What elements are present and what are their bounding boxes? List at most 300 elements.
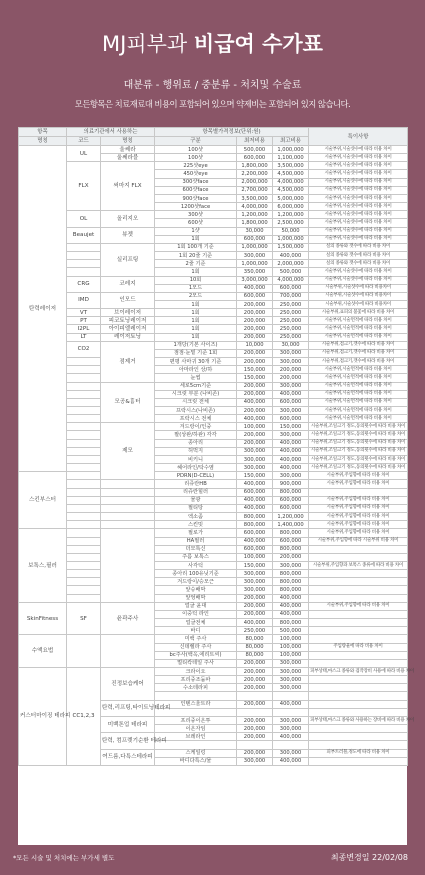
division-cell: 더모톡신 xyxy=(155,545,237,553)
division-cell: 900샷face xyxy=(155,194,237,202)
max-price-cell: 4,500,000 xyxy=(273,170,309,178)
procedure-cell: 레이저토닝 xyxy=(101,333,155,341)
procedure-cell xyxy=(101,480,155,488)
min-price-cell: 150,000 xyxy=(237,366,273,374)
table-row xyxy=(19,635,408,643)
note-cell xyxy=(309,619,408,627)
note-cell: 시술부위,시술샷수에 따라 비용 차이 xyxy=(309,194,408,202)
division-cell: 아마라인 상/하 xyxy=(155,366,237,374)
division-cell: 필로가 xyxy=(155,529,237,537)
note-cell: 주입량율에 따라 비용 차이 xyxy=(309,643,408,651)
division-cell: 1회 xyxy=(155,300,237,308)
min-price-cell: 2,000,000 xyxy=(237,178,273,186)
division-cell: 100샷 xyxy=(155,154,237,162)
procedure-cell xyxy=(101,521,155,529)
category-subtitle: 대분류 - 행위료 / 중분류 - 처치및 수술료 xyxy=(123,80,302,91)
division-cell: 얼굴 윤대 xyxy=(155,602,237,610)
max-price-cell: 250,000 xyxy=(273,325,309,333)
min-price-cell: 400,000 xyxy=(237,284,273,292)
min-price-cell: 2,700,000 xyxy=(237,186,273,194)
max-price-cell: 250,000 xyxy=(273,300,309,308)
min-price-cell: 200,000 xyxy=(237,716,273,724)
note-cell: 시술부위,시술샷수에 따라 비용 차이 xyxy=(309,170,408,178)
min-price-cell: 80,000 xyxy=(237,635,273,643)
max-price-cell: 250,000 xyxy=(273,333,309,341)
code-cell xyxy=(67,398,101,406)
code-cell xyxy=(67,447,101,455)
min-price-cell: 200,000 xyxy=(237,733,273,741)
procedure-cell: 모공&흉터 xyxy=(101,382,155,423)
table-row xyxy=(19,227,408,235)
min-price-cell: 500,000 xyxy=(237,146,273,154)
division-cell: 이중턱 라인 xyxy=(155,610,237,618)
code-cell xyxy=(67,504,101,512)
note-cell: 시술부위,주입향에 따라 시술부위 비용 차이 xyxy=(309,537,408,545)
category-cell: 탄력레이저 xyxy=(19,146,67,472)
note-cell xyxy=(309,545,408,553)
max-price-cell: 300,000 xyxy=(273,684,309,692)
table-row xyxy=(19,488,408,496)
procedure-cell: 점제거 xyxy=(101,341,155,382)
min-price-cell: 200,000 xyxy=(237,684,273,692)
division-cell: 크라이오 xyxy=(155,668,237,676)
table-row xyxy=(19,292,408,300)
max-price-cell: 1,100,000 xyxy=(273,154,309,162)
min-price-cell: 400,000 xyxy=(237,415,273,423)
table-row xyxy=(19,211,408,219)
division-cell: 리쥬란힐러 xyxy=(155,488,237,496)
code-cell xyxy=(67,553,101,561)
division-cell: 비키니 xyxy=(155,455,237,463)
max-price-cell: 300,000 xyxy=(273,382,309,390)
table-row xyxy=(19,252,408,260)
table-row xyxy=(19,268,408,276)
division-cell: 1개당(기본 사이즈) xyxy=(155,341,237,349)
code-cell xyxy=(67,635,101,668)
note-cell: 시술부위,시술면적에 따라 비용 차이 xyxy=(309,407,408,415)
max-price-cell: 30,000 xyxy=(273,341,309,349)
code-cell: I2PL xyxy=(67,325,101,333)
note-cell: 시술부위,조일크기 정도,동의횟수에 따라 비용 차이 xyxy=(309,439,408,447)
min-price-cell: 200,000 xyxy=(237,749,273,757)
min-price-cell: 200,000 xyxy=(237,390,273,398)
note-cell: 시술부위,시술면적에 따라 비용 차이 xyxy=(309,398,408,406)
code-cell xyxy=(67,415,101,423)
division-cell: 1모드 xyxy=(155,284,237,292)
min-price-cell: 1,800,000 xyxy=(237,162,273,170)
division-cell: 앞승배막 xyxy=(155,586,237,594)
procedure-cell: 실리프팅 xyxy=(101,243,155,276)
table-row xyxy=(19,260,408,268)
procedure-cell: 미백톤업 테라피 xyxy=(101,716,155,732)
code-cell: CO2 xyxy=(67,341,101,357)
note-cell xyxy=(309,586,408,594)
table-row xyxy=(19,472,408,480)
note-cell: 시술부위,표피의 불꽃에 따라 비용 차이 xyxy=(309,309,408,317)
min-price-cell: 150,000 xyxy=(237,472,273,480)
table-row xyxy=(19,398,408,406)
max-price-cell xyxy=(273,741,309,749)
min-price-cell: 300,000 xyxy=(237,455,273,463)
category-cell: SkinFitness xyxy=(19,602,67,635)
max-price-cell: 400,000 xyxy=(273,594,309,602)
code-cell: LT xyxy=(67,333,101,341)
vat-note: *모든 시술 및 처치에는 부가세 별도 xyxy=(13,854,115,862)
code-cell xyxy=(67,431,101,439)
division-cell: 스케일링 xyxy=(155,749,237,757)
procedure-cell: 뷰젯 xyxy=(101,227,155,243)
table-row xyxy=(19,545,408,553)
note-cell xyxy=(309,741,408,749)
max-price-cell: 600,000 xyxy=(273,398,309,406)
table-row xyxy=(19,455,408,463)
table-row xyxy=(19,333,408,341)
max-price-cell: 200,000 xyxy=(273,553,309,561)
division-cell: 1200샷face xyxy=(155,203,237,211)
procedure-cell: 써마지 FLX xyxy=(101,162,155,211)
note-cell: 피부트러블,정도에 따라 비용 차이 xyxy=(309,749,408,757)
division-cell: 겨드랑이/인중 xyxy=(155,423,237,431)
code-cell xyxy=(67,586,101,594)
division-cell: 1회 xyxy=(155,309,237,317)
table-row xyxy=(19,553,408,561)
note-cell xyxy=(309,659,408,667)
min-price-cell: 200,000 xyxy=(237,602,273,610)
max-price-cell: 4,500,000 xyxy=(273,186,309,194)
note-cell: 실의 종류와 갯수에 따라 비용 차이 xyxy=(309,252,408,260)
max-price-cell: 150,000 xyxy=(273,423,309,431)
division-cell: 편평 사마귀 30개 기준 xyxy=(155,358,237,366)
division-cell: 사각턱 xyxy=(155,561,237,569)
note-cell: 시술부위,시술샷수에 따라 비용 차이 xyxy=(309,146,408,154)
procedure-cell: 탄력,리프팅,타이트닝테라피 xyxy=(101,700,155,716)
table-row xyxy=(19,358,408,366)
code-cell xyxy=(67,252,101,260)
division-cell: 엑소좀 xyxy=(155,513,237,521)
table-row xyxy=(19,366,408,374)
max-price-cell: 800,000 xyxy=(273,586,309,594)
max-price-cell: 100,000 xyxy=(273,651,309,659)
code-cell xyxy=(67,243,101,251)
max-price-cell: 1,200,000 xyxy=(273,513,309,521)
procedure-cell: 진정보습케어 xyxy=(101,668,155,701)
category-cell: 보톡스,필러 xyxy=(19,529,67,602)
division-cell: 1회 xyxy=(155,333,237,341)
max-price-cell: 400,000 xyxy=(273,439,309,447)
price-table-body xyxy=(19,146,415,766)
min-price-cell: 400,000 xyxy=(237,496,273,504)
division-cell: 시크릿 전체 xyxy=(155,398,237,406)
max-price-cell: 3,500,000 xyxy=(273,162,309,170)
table-row xyxy=(19,423,408,431)
note-cell xyxy=(309,651,408,659)
division-cell: 물광 xyxy=(155,496,237,504)
min-price-cell: 250,000 xyxy=(237,627,273,635)
min-price-cell: 600,000 xyxy=(237,488,273,496)
note-cell: 시술부위,주입향에 따라 비용 차이 xyxy=(309,513,408,521)
note-cell: 시술부위,시술샷수에 따라 비용 차이 xyxy=(309,235,408,243)
division-cell: 10회 xyxy=(155,276,237,284)
code-cell xyxy=(67,496,101,504)
division-cell: 300샷 xyxy=(155,211,237,219)
min-price-cell: 1,000,000 xyxy=(237,243,273,251)
table-row xyxy=(19,431,408,439)
max-price-cell: 500,000 xyxy=(273,268,309,276)
division-cell: 눈썹 xyxy=(155,374,237,382)
note-cell: 시술부위,시술면적에 따라 비용 차이 xyxy=(309,366,408,374)
max-price-cell: 600,000 xyxy=(273,284,309,292)
min-price-cell: 300,000 xyxy=(237,447,273,455)
table-row xyxy=(19,464,408,472)
note-cell: 시술부위,시술샷수에 따라 비용차이 xyxy=(309,300,408,308)
min-price-cell: 4,000,000 xyxy=(237,203,273,211)
max-price-cell: 500,000 xyxy=(273,627,309,635)
table-row xyxy=(19,243,408,251)
max-price-cell: 300,000 xyxy=(273,358,309,366)
min-price-cell: 400,000 xyxy=(237,504,273,512)
table-row xyxy=(19,513,408,521)
max-price-cell: 600,000 xyxy=(273,537,309,545)
max-price-cell: 600,000 xyxy=(273,415,309,423)
procedure-cell xyxy=(101,504,155,512)
table-row xyxy=(19,586,408,594)
max-price-cell: 300,000 xyxy=(273,668,309,676)
division-cell: 헤어라인/탁수염 xyxy=(155,464,237,472)
note-cell: 시술부위,주입향에 따라 비용 차이 xyxy=(309,496,408,504)
table-row xyxy=(19,317,408,325)
note-cell: 시술부위,시술면적에 따라 비용 차이 xyxy=(309,317,408,325)
max-price-cell: 300,000 xyxy=(273,716,309,724)
header-max-price: 최고비용 xyxy=(273,137,309,146)
max-price-cell: 600,000 xyxy=(273,496,309,504)
min-price-cell: 300,000 xyxy=(237,252,273,260)
note-cell: 시술부위,시술샷수에 따라 비용 차이 xyxy=(309,203,408,211)
category-cell: 스킨부스터 xyxy=(19,472,67,529)
division-cell: 리쥬란HB xyxy=(155,480,237,488)
note-cell: 시술부위,조일크기 정도,동의횟수에 따라 비용 차이 xyxy=(309,455,408,463)
price-table xyxy=(18,127,415,766)
max-price-cell: 700,000 xyxy=(273,292,309,300)
code-cell xyxy=(67,382,101,390)
min-price-cell: 600,000 xyxy=(237,292,273,300)
table-row xyxy=(19,602,408,610)
division-cell: 수소테라피 xyxy=(155,684,237,692)
division-cell: 앞엉배막 xyxy=(155,594,237,602)
table-row xyxy=(19,578,408,586)
division-cell: 미백 주사 xyxy=(155,635,237,643)
note-cell xyxy=(309,692,408,700)
procedure-cell: 윤곽주사 xyxy=(101,602,155,635)
table-row xyxy=(19,276,408,284)
max-price-cell: 4,000,000 xyxy=(273,276,309,284)
max-price-cell: 300,000 xyxy=(273,407,309,415)
code-cell xyxy=(67,260,101,268)
division-cell: 프리중조듐파 xyxy=(155,676,237,684)
note-cell: 시술부위,시술샷수에 따라 비용차이 xyxy=(309,292,408,300)
division-cell: 100샷 xyxy=(155,146,237,154)
min-price-cell: 150,000 xyxy=(237,374,273,382)
code-cell: VT xyxy=(67,309,101,317)
code-cell xyxy=(67,529,101,537)
note-cell: 시술부위,조일크기 정도,동의횟수에 따라 비용 차이 xyxy=(309,447,408,455)
code-cell xyxy=(67,521,101,529)
note-cell: 시술부위,시술면적에 따라 비용 차이 xyxy=(309,325,408,333)
min-price-cell: 100,000 xyxy=(237,553,273,561)
max-price-cell: 6,000,000 xyxy=(273,203,309,211)
min-price-cell xyxy=(237,741,273,749)
table-row xyxy=(19,162,408,170)
procedure-cell xyxy=(101,488,155,496)
max-price-cell xyxy=(273,708,309,716)
max-price-cell: 400,000 xyxy=(273,447,309,455)
min-price-cell: 600,000 xyxy=(237,235,273,243)
note-cell: 시술부위,주입향에 따라 비용 차이 xyxy=(309,480,408,488)
table-row xyxy=(19,439,408,447)
note-cell: 시술부위,시술샷수에 따라 비용 차이 xyxy=(309,219,408,227)
code-cell xyxy=(67,455,101,463)
table-row xyxy=(19,537,408,545)
note-cell: 시술부위,주입향에 따라 비용 차이 xyxy=(309,504,408,512)
table-row xyxy=(19,447,408,455)
division-cell: 종아리 100유닛기준 xyxy=(155,570,237,578)
note-cell xyxy=(309,488,408,496)
code-cell xyxy=(67,561,101,569)
table-row xyxy=(19,374,408,382)
note-cell xyxy=(309,757,408,765)
division-cell: 300샷face xyxy=(155,178,237,186)
min-price-cell: 30,000 xyxy=(237,227,273,235)
max-price-cell: 400,000 xyxy=(273,252,309,260)
code-cell xyxy=(67,374,101,382)
note-cell: 시술부위,시술면적에 따라 비용 차이 xyxy=(309,333,408,341)
division-cell: 프리중이온투 xyxy=(155,716,237,724)
min-price-cell: 200,000 xyxy=(237,358,273,366)
table-row xyxy=(19,496,408,504)
division-cell: 시크릿 부분 (나비존) xyxy=(155,390,237,398)
code-cell xyxy=(67,366,101,374)
header-name: 명칭 xyxy=(19,137,67,146)
min-price-cell: 3,500,000 xyxy=(237,194,273,202)
max-price-cell: 200,000 xyxy=(273,374,309,382)
price-table-container xyxy=(18,127,415,845)
division-cell: 종아리 xyxy=(155,439,237,447)
max-price-cell: 400,000 xyxy=(273,464,309,472)
max-price-cell: 50,000 xyxy=(273,227,309,235)
procedure-cell xyxy=(101,496,155,504)
min-price-cell: 150,000 xyxy=(237,561,273,569)
table-row xyxy=(19,504,408,512)
note-cell: 시술부위,주입향에 따라 비용 차이 xyxy=(309,472,408,480)
max-price-cell: 250,000 xyxy=(273,309,309,317)
min-price-cell: 200,000 xyxy=(237,659,273,667)
note-cell xyxy=(309,570,408,578)
code-cell xyxy=(67,423,101,431)
code-cell xyxy=(67,439,101,447)
footer xyxy=(0,848,425,875)
division-cell: 바디다특스/물 xyxy=(155,757,237,765)
table-row xyxy=(19,561,408,569)
procedure-cell: 제모 xyxy=(101,423,155,480)
max-price-cell: 1,000,000 xyxy=(273,235,309,243)
division-cell: 2모드 xyxy=(155,292,237,300)
note-cell: 시술부위,시술샷수에 따라 비용 차이 xyxy=(309,276,408,284)
last-updated: 최종변경일 22/02/08 xyxy=(330,853,408,862)
min-price-cell: 1,000,000 xyxy=(237,260,273,268)
min-price-cell: 300,000 xyxy=(237,464,273,472)
code-cell: FLX xyxy=(67,162,101,211)
note-cell: 시술부위,시술면적에 따라 비용 차이 xyxy=(309,390,408,398)
code-cell: UL xyxy=(67,146,101,162)
division-cell: 1회 100개 기준 xyxy=(155,243,237,251)
min-price-cell: 200,000 xyxy=(237,325,273,333)
code-cell xyxy=(67,268,101,276)
division-cell: 팔(상완/하완) 각각 xyxy=(155,431,237,439)
division-cell: 겨드랑이/승모근 xyxy=(155,578,237,586)
note-cell: 시술부위,조일크기 정도,동의횟수에 따라 비용 차이 xyxy=(309,423,408,431)
table-row xyxy=(19,480,408,488)
min-price-cell xyxy=(237,692,273,700)
note-cell xyxy=(309,684,408,692)
note-cell xyxy=(309,733,408,741)
table-row xyxy=(19,521,408,529)
page-title xyxy=(0,32,425,56)
division-cell: 1회 xyxy=(155,235,237,243)
min-price-cell: 200,000 xyxy=(237,407,273,415)
min-price-cell: 300,000 xyxy=(237,757,273,765)
note-cell: 실의 종류와 갯수에 따라 비용 차이 xyxy=(309,260,408,268)
max-price-cell: 400,000 xyxy=(273,455,309,463)
division-cell: HA필러 xyxy=(155,537,237,545)
max-price-cell: 400,000 xyxy=(273,610,309,618)
max-price-cell: 400,000 xyxy=(273,390,309,398)
note-cell: 실의 종류와 갯수에 따라 비용 차이 xyxy=(309,243,408,251)
procedure-cell: 올리지오 xyxy=(101,211,155,227)
division-cell: 1회 xyxy=(155,325,237,333)
min-price-cell: 1,200,000 xyxy=(237,211,273,219)
division-cell: 600샷 xyxy=(155,219,237,227)
category-cell: 커스터마이징 테라피 xyxy=(19,668,67,766)
header-price-info: 항목별가격정보(단위:원) xyxy=(155,128,309,137)
max-price-cell: 200,000 xyxy=(273,366,309,374)
note-cell: 시술부위,점크기,갯수에 따라 비용 차이 xyxy=(309,349,408,357)
division-cell: 신데렐라 주사 xyxy=(155,643,237,651)
code-cell xyxy=(67,358,101,366)
procedure-cell xyxy=(101,635,155,668)
min-price-cell: 400,000 xyxy=(237,480,273,488)
code-cell xyxy=(67,570,101,578)
table-row xyxy=(19,325,408,333)
note-cell: 피부상태,마스크 종류와 사용하는 장비에 따라 비용 차이 xyxy=(309,716,408,724)
code-cell xyxy=(67,472,101,480)
title-main: 비급여 수가표 xyxy=(193,32,323,56)
max-price-cell: 800,000 xyxy=(273,488,309,496)
division-cell: 얼굴전체 xyxy=(155,619,237,627)
header-item: 항목 xyxy=(19,128,67,137)
max-price-cell: 1,000,000 xyxy=(273,146,309,154)
division-cell: 이온자임 xyxy=(155,725,237,733)
table-row xyxy=(19,594,408,602)
division-cell: 필티탕 xyxy=(155,504,237,512)
max-price-cell: 300,000 xyxy=(273,676,309,684)
note-cell: 시술부위,주입향에 따라 비용 차이 xyxy=(309,602,408,610)
note-cell: 피부상태,마스크 종류와 겸작장비 사용에 따라 비용 차이 xyxy=(309,668,408,676)
clinic-name: MJ피부과 xyxy=(102,32,188,56)
table-row xyxy=(19,341,408,349)
min-price-cell: 200,000 xyxy=(237,594,273,602)
min-price-cell: 400,000 xyxy=(237,398,273,406)
min-price-cell: 300,000 xyxy=(237,570,273,578)
table-row xyxy=(19,415,408,423)
